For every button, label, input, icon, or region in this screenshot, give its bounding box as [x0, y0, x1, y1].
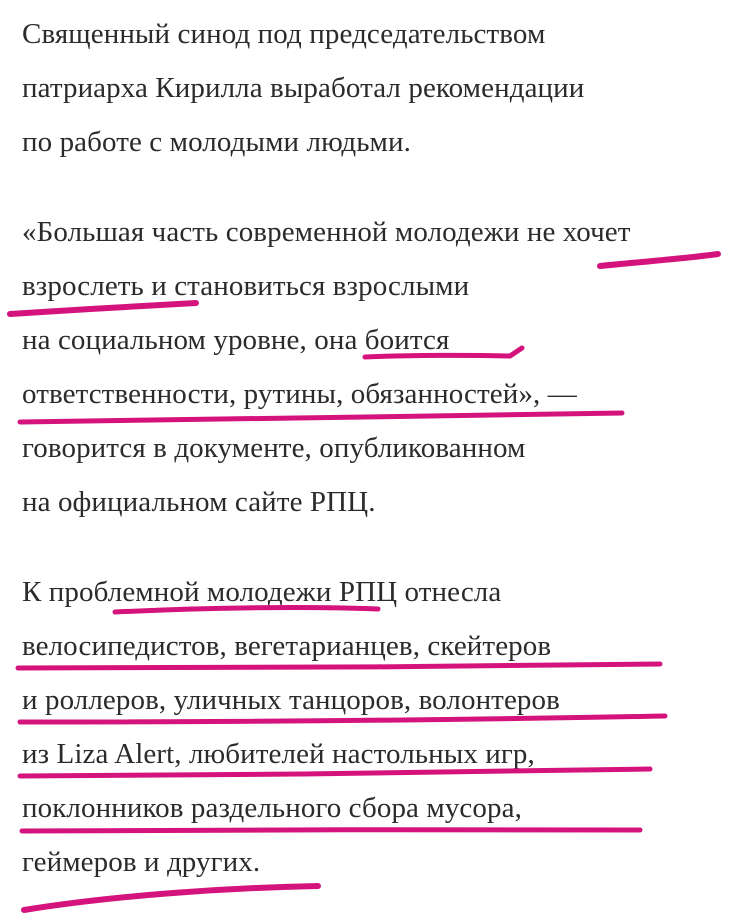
text-line: ответственности, рутины, обязанностей», —: [22, 378, 577, 410]
text-line: из Liza Alert, любителей настольных игр,: [22, 738, 535, 770]
text-line: на социальном уровне, она боится: [22, 324, 450, 356]
text-line: «Большая часть современной молодежи не хочет: [22, 216, 631, 248]
marker-underline: [20, 413, 622, 422]
text-line: велосипедистов, вегетарианцев, скейтеров: [22, 630, 552, 662]
text-line: геймеров и других.: [22, 846, 261, 878]
text-line: взрослеть и становиться взрослыми: [22, 270, 470, 302]
marker-underline: [22, 830, 640, 831]
text-line: говорится в документе, опубликованном: [22, 432, 526, 464]
text-line: на официальном сайте РПЦ.: [22, 486, 376, 518]
marker-underline: [600, 254, 718, 266]
text-line: поклонников раздельного сбора мусора,: [22, 792, 522, 824]
text-line: патриарха Кирилла выработал рекомендации: [22, 72, 585, 104]
text-line: Священный синод под председательством: [22, 18, 546, 50]
marker-underline: [24, 886, 318, 910]
text-line: и роллеров, уличных танцоров, волонтеров: [22, 684, 560, 716]
text-line: К проблемной молодежи РПЦ отнесла: [22, 576, 502, 608]
marker-underline: [18, 664, 660, 668]
marker-underline: [10, 303, 196, 314]
text-line: по работе с молодыми людьми.: [22, 126, 411, 158]
